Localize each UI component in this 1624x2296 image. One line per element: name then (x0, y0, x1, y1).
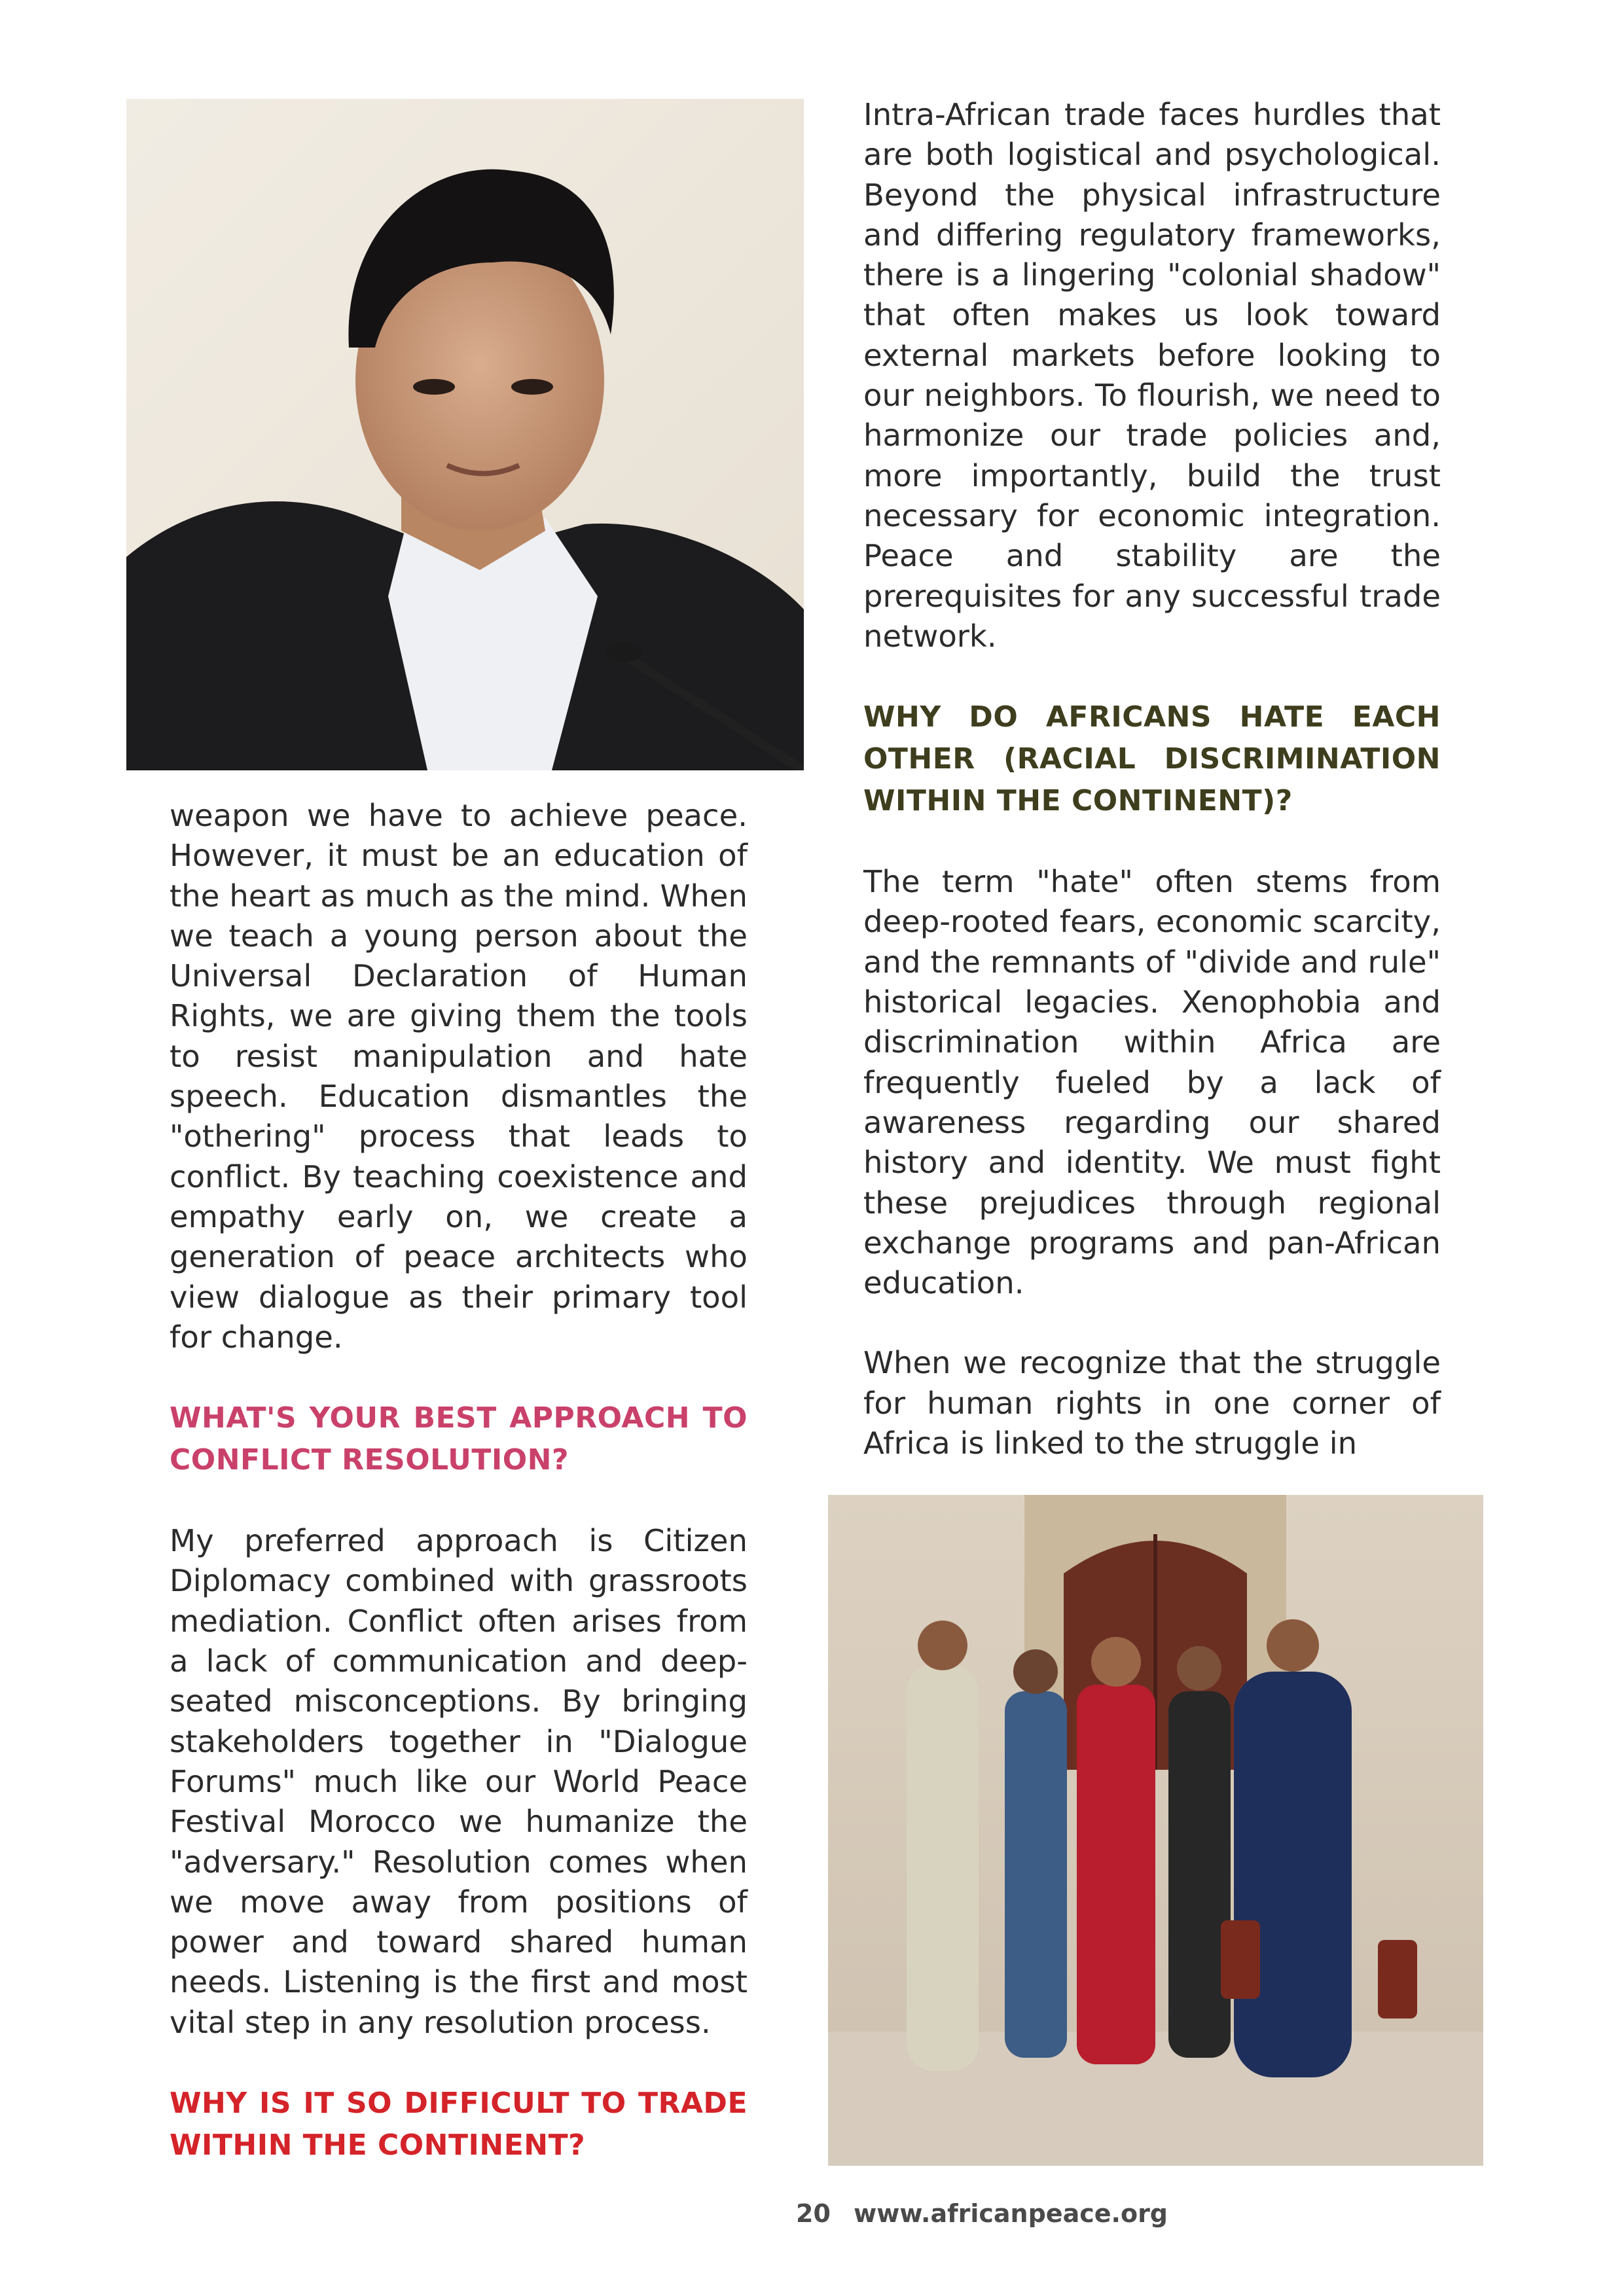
portrait-photo (126, 99, 804, 770)
group-image (828, 1495, 1483, 2166)
left-column (170, 796, 748, 2166)
heading-conflict-resolution: WHAT'S YOUR BEST APPROACH TO CONFLICT RESOLUTION? (170, 1401, 748, 1477)
paragraph-trade: Intra-African trade faces hurdles that are both logistical and psychological. Beyond the physical infrastructure and differing regulatory frameworks, there is a lingering "colonial shadow" that often makes us look toward external markets before looking to our neighbors. To flourish, we need to harmonize our trade policies and, more importantly, build the trust necessary for economic integration. Peace and stability are the prerequisites for any successful trade network. (863, 97, 1441, 654)
page-number: 20 (796, 2199, 831, 2228)
group-photo (828, 1495, 1483, 2166)
paragraph-education: weapon we have to achieve peace. However, it must be an education of the heart as much as the mind. When we teach a young person about the Universal Declaration of Human Rights, we are giving them the tools to resist manipulation and hate speech. Education dismantles the "othering" process that leads to conflict. By teaching coexistence and empathy early on, we create a generation of peace architects who view dialogue as their primary tool for change. (170, 798, 748, 1355)
heading-racial-discrimination: WHY DO AFRICANS HATE EACH OTHER (RACIAL DISCRIMINATION WITHIN THE CONTINENT)? (863, 700, 1441, 818)
paragraph-conflict-resolution: My preferred approach is Citizen Diplomacy combined with grassroots mediation. Conflict often arises from a lack of communication and deep-seated misconceptions. By bringing stakeholders together in "Dialogue Forums" much like our World Peace Festival Morocco we humanize the "adversary." Resolution comes when we move away from positions of power and toward shared human needs. Listening is the first and most vital step in any resolution process. (170, 1523, 748, 2040)
page-footer (796, 2199, 1168, 2228)
right-column (863, 95, 1441, 1463)
paragraph-racial-discrimination: The term "hate" often stems from deep-rooted fears, economic scarcity, and the remnants of "divide and rule" historical legacies. Xenophobia and discrimination within Africa are frequently fueled by a lack of awareness regarding our shared history and identity. We must fight these prejudices through regional exchange programs and pan-African education. (863, 864, 1441, 1301)
website-link[interactable]: www.africanpeace.org (854, 2199, 1168, 2228)
portrait-image (126, 99, 804, 770)
paragraph-struggle: When we recognize that the struggle for human rights in one corner of Africa is linked to the struggle in (863, 1345, 1441, 1462)
heading-trade: WHY IS IT SO DIFFICULT TO TRADE WITHIN THE CONTINENT? (170, 2087, 748, 2162)
